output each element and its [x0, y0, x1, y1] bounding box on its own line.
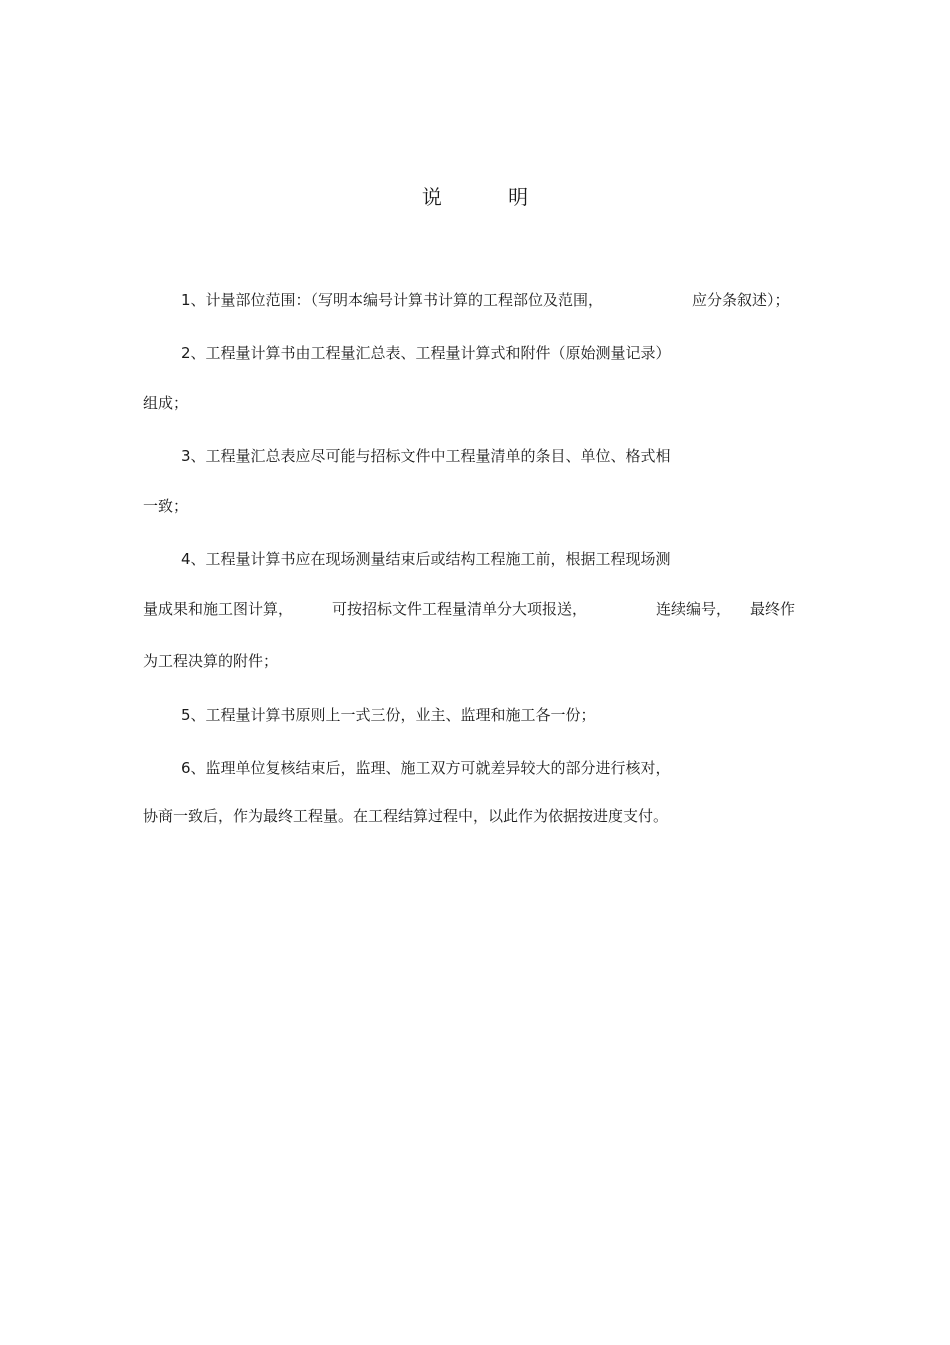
- page-title: 说 明: [421, 185, 559, 209]
- item-4-line-2a: 量成果和施工图计算，: [143, 600, 294, 618]
- item-4-line-3: 为工程决算的附件；: [143, 652, 279, 670]
- item-4-line-2c: 连续编号，: [656, 600, 732, 618]
- item-6-line-1: 6、监理单位复核结束后，监理、施工双方可就差异较大的部分进行核对，: [181, 759, 671, 777]
- item-1-line-1a: 1、计量部位范围：（写明本编号计算书计算的工程部位及范围，: [181, 291, 604, 309]
- item-4-line-1: 4、工程量计算书应在现场测量结束后或结构工程施工前，根据工程现场测: [181, 550, 671, 568]
- item-4-line-2d: 最终作: [750, 600, 796, 618]
- item-2-line-1: 2、工程量计算书由工程量汇总表、工程量计算式和附件（原始测量记录）: [181, 344, 671, 362]
- item-2-line-2: 组成；: [143, 394, 189, 412]
- item-4-line-2b: 可按招标文件工程量清单分大项报送，: [332, 600, 588, 618]
- item-3-line-2: 一致；: [143, 497, 189, 515]
- item-5-line-1: 5、工程量计算书原则上一式三份，业主、监理和施工各一份；: [181, 706, 596, 724]
- item-3-line-1: 3、工程量汇总表应尽可能与招标文件中工程量清单的条目、单位、格式相: [181, 447, 671, 465]
- item-1-line-1b: 应分条叙述）；: [692, 291, 790, 309]
- item-6-line-2: 协商一致后，作为最终工程量。在工程结算过程中，以此作为依据按进度支付。: [143, 807, 669, 825]
